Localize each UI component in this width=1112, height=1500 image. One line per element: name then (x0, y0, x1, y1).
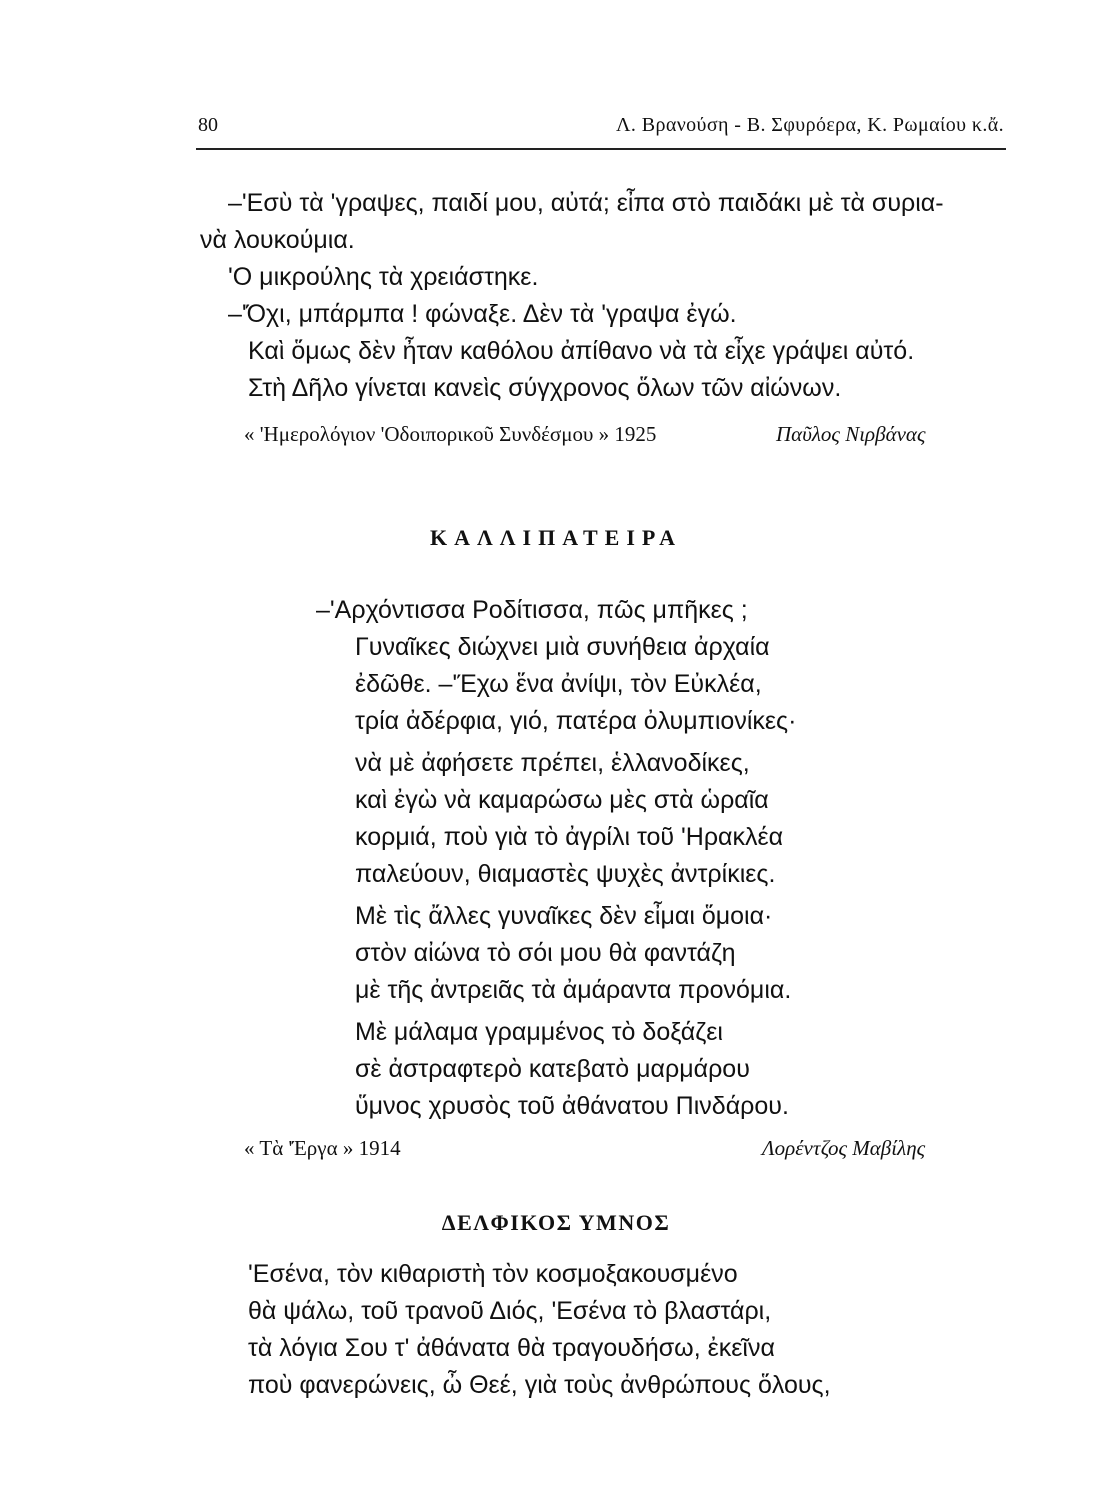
poem-line: ἐδῶθε. –'Έχω ἕνα ἀνίψι, τὸν Εὐκλέα, (355, 670, 762, 698)
prose-line: –'Όχι, μπάρμπα ! φώναξε. Δὲν τὰ 'γραψα ἐγώ. (228, 300, 737, 328)
running-head: Λ. Βρανούση - Β. Σφυρόερα, Κ. Ρωμαίου κ.ἄ. (616, 114, 1004, 136)
poem-line: τρία ἀδέρφια, γιό, πατέρα ὀλυμπιονίκες· (355, 707, 797, 735)
poem-line: νὰ μὲ ἀφήσετε πρέπει, ἑλλανοδίκες, (355, 749, 750, 777)
poem-title: ΔΕΛΦΙΚΟΣ ΥΜΝΟΣ (441, 1210, 671, 1235)
poem-line: θὰ ψάλω, τοῦ τρανοῦ Διός, 'Εσένα τὸ βλαστάρι, (248, 1297, 772, 1325)
prose-line: 'Ο μικρούλης τὰ χρειάστηκε. (228, 263, 539, 291)
poem-line: μὲ τῆς ἀντρειᾶς τὰ ἀμάραντα προνόμια. (355, 976, 792, 1004)
poem-author: Λορέντζος Μαβίλης (762, 1136, 926, 1160)
poem-line: σὲ ἀστραφτερὸ κατεβατὸ μαρμάρου (355, 1055, 750, 1083)
page-header (198, 114, 1008, 148)
header-rule (196, 148, 1006, 150)
poem-line: 'Εσένα, τὸν κιθαριστὴ τὸν κοσμοξακουσμένο (248, 1260, 738, 1288)
poem-title: ΚΑΛΛΙΠΑΤΕΙΡΑ (430, 525, 682, 550)
poem-line: κορμιά, ποὺ γιὰ τὸ ἀγρίλι τοῦ 'Ηρακλέα (355, 823, 784, 851)
poem-line: ποὺ φανερώνεις, ὦ Θεέ, γιὰ τοὺς ἀνθρώπους ὅλους, (248, 1371, 831, 1399)
prose-line: νὰ λουκούμια. (200, 226, 355, 254)
poem-line: παλεύουν, θιαμαστὲς ψυχὲς ἀντρίκιες. (355, 860, 776, 888)
prose-author: Παῦλος Νιρβάνας (776, 422, 926, 446)
poem-line: τὰ λόγια Σου τ' ἀθάνατα θὰ τραγουδήσω, ἐκεῖνα (248, 1334, 775, 1362)
poem-source: « Τὰ 'Έργα » 1914 (244, 1136, 401, 1160)
poem-line: στὸν αἰώνα τὸ σόι μου θὰ φαντάζη (355, 939, 736, 967)
poem-line: –'Αρχόντισσα Ροδίτισσα, πῶς μπῆκες ; (316, 596, 748, 624)
prose-source: « 'Ημερολόγιον 'Οδοιπορικοῦ Συνδέσμου » 1925 (244, 422, 657, 446)
prose-line: –'Εσὺ τὰ 'γραψες, παιδί μου, αὐτά; εἶπα στὸ παιδάκι μὲ τὰ συρια- (228, 189, 944, 217)
poem-line: Γυναῖκες διώχνει μιὰ συνήθεια ἀρχαία (355, 633, 770, 661)
prose-line: Στὴ Δῆλο γίνεται κανεὶς σύγχρονος ὅλων τῶν αἰώνων. (248, 374, 842, 402)
prose-line: Καὶ ὅμως δὲν ἦταν καθόλου ἀπίθανο νὰ τὰ εἶχε γράψει αὐτό. (248, 337, 915, 365)
poem-line: Μὲ τὶς ἄλλες γυναῖκες δὲν εἶμαι ὅμοια· (355, 902, 773, 930)
poem-line: Μὲ μάλαμα γραμμένος τὸ δοξάζει (355, 1018, 723, 1046)
poem-line: ὕμνος χρυσὸς τοῦ ἀθάνατου Πινδάρου. (355, 1092, 789, 1120)
page-number: 80 (198, 114, 218, 136)
poem-line: καὶ ἐγὼ νὰ καμαρώσω μὲς στὰ ὡραῖα (355, 786, 769, 814)
